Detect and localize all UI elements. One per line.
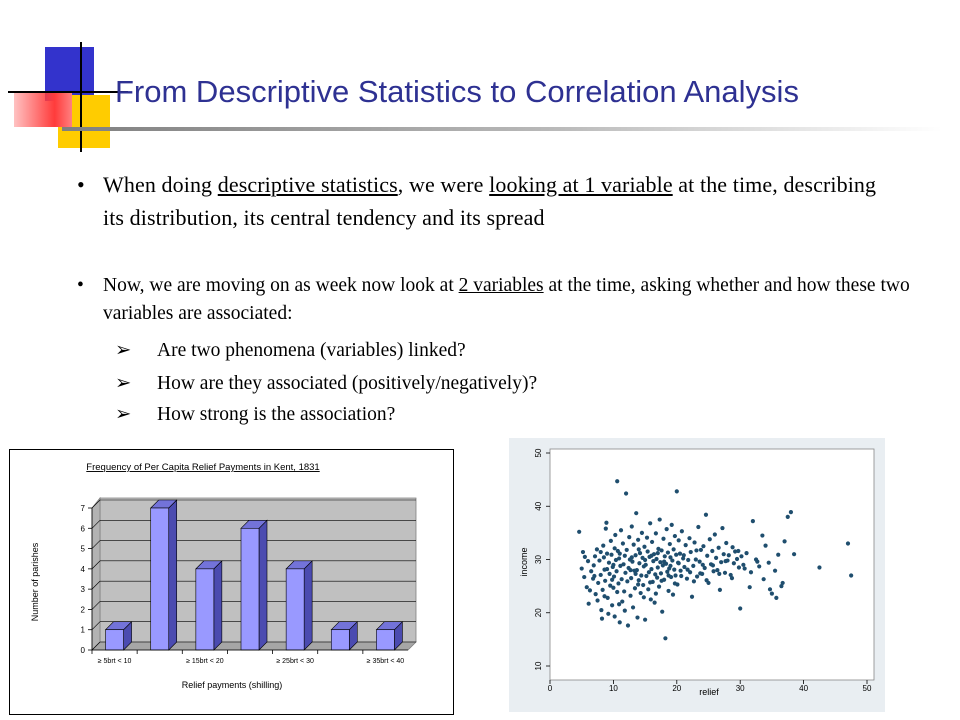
scatter-point — [694, 548, 698, 552]
scatter-point — [675, 489, 679, 493]
scatter-point — [701, 544, 705, 548]
scatter-point — [704, 513, 708, 517]
scatter-point — [792, 552, 796, 556]
bullet1-text-2: , we were — [397, 172, 490, 197]
scatter-point — [625, 548, 629, 552]
bullet1-underline-2: looking at 1 variable — [489, 172, 673, 197]
scatter-point — [597, 558, 601, 562]
histogram-bar — [376, 622, 402, 650]
scatter-point — [615, 590, 619, 594]
scatter-point — [588, 588, 592, 592]
scatter-point — [724, 541, 728, 545]
scatter-point — [786, 515, 790, 519]
scatter-point — [654, 557, 658, 561]
scatter-point — [744, 551, 748, 555]
scatter-point — [622, 589, 626, 593]
histogram-side-wall — [92, 498, 100, 650]
scatter-point — [663, 636, 667, 640]
scatter-point — [767, 561, 771, 565]
scatter-point — [743, 566, 747, 570]
histogram-x-ticks — [92, 650, 408, 665]
scatter-point — [602, 594, 606, 598]
scatter-point — [601, 544, 605, 548]
scatter-point — [711, 569, 715, 573]
scatter-point — [670, 523, 674, 527]
scatter-point — [657, 585, 661, 589]
scatter-point — [641, 583, 645, 587]
bullet-dot: • — [77, 172, 85, 197]
scatter-point — [661, 537, 665, 541]
scatter-point — [611, 586, 615, 590]
scatter-point — [605, 552, 609, 556]
scatter-point — [677, 561, 681, 565]
histogram-bar-side — [304, 561, 312, 650]
histogram-bar — [196, 561, 222, 650]
histogram-bar — [151, 500, 177, 650]
scatter-point — [630, 560, 634, 564]
scatter-point — [755, 560, 759, 564]
histogram-y-ticks — [81, 504, 92, 655]
scatter-point — [582, 575, 586, 579]
scatter-point — [774, 596, 778, 600]
scatter-point — [621, 541, 625, 545]
scatter-point — [692, 579, 696, 583]
histogram-y-tick-label: 3 — [80, 585, 85, 595]
scatter-point — [593, 554, 597, 558]
scatter-point — [735, 557, 739, 561]
scatter-point — [617, 602, 621, 606]
scatter-point — [644, 563, 648, 567]
scatter-point — [656, 565, 660, 569]
scatter-point — [607, 561, 611, 565]
subbullet-strength — [115, 402, 395, 426]
histogram-bar — [241, 520, 267, 650]
arrow-bullet-icon: ➢ — [115, 404, 132, 425]
scatter-point — [583, 555, 587, 559]
title-deco-vertical-line — [80, 42, 82, 152]
scatter-point — [674, 553, 678, 557]
scatter-point — [631, 605, 635, 609]
histogram-bar-front — [106, 630, 124, 650]
histogram-bar-front — [286, 569, 304, 650]
bullet-descriptive-statistics — [77, 168, 877, 234]
scatter-point — [738, 606, 742, 610]
scatter-point — [715, 568, 719, 572]
scatter-point — [621, 562, 625, 566]
bullet2-text-1: Now, we are moving on as week now look at — [103, 275, 459, 296]
scatter-point — [642, 545, 646, 549]
scatter-point — [686, 558, 690, 562]
scatter-point — [714, 556, 718, 560]
scatter-point — [628, 568, 632, 572]
scatter-point — [654, 531, 658, 535]
scatter-point — [737, 565, 741, 569]
scatter-point — [704, 578, 708, 582]
subbullet-text: How are they associated (positively/negatively)? — [157, 373, 538, 394]
scatter-point — [781, 581, 785, 585]
scatter-point — [643, 618, 647, 622]
scatter-point — [623, 609, 627, 613]
scatter-point — [604, 527, 608, 531]
scatter-point — [646, 587, 650, 591]
histogram-x-tick-label: ≥ 25brt < 30 — [276, 658, 314, 665]
scatter-point — [666, 550, 670, 554]
scatter-point — [592, 563, 596, 567]
histogram-bar — [331, 622, 357, 650]
scatter-point — [722, 552, 726, 556]
scatter-point — [630, 555, 634, 559]
scatter-point — [680, 529, 684, 533]
scatter-point — [640, 531, 644, 535]
scatter-point — [659, 548, 663, 552]
scatter-point — [689, 550, 693, 554]
scatter-chart — [509, 438, 885, 712]
scatter-point — [616, 581, 620, 585]
scatter-point — [708, 537, 712, 541]
scatter-point — [618, 620, 622, 624]
scatter-point — [684, 543, 688, 547]
subbullet-direction — [115, 371, 537, 395]
scatter-point — [656, 551, 660, 555]
scatter-point — [615, 479, 619, 483]
scatter-point — [768, 587, 772, 591]
scatter-point — [605, 567, 609, 571]
scatter-point — [751, 519, 755, 523]
scatter-point — [659, 579, 663, 583]
scatter-x-tick-label: 30 — [735, 684, 745, 693]
scatter-point — [639, 573, 643, 577]
histogram-y-tick-label: 4 — [80, 564, 85, 574]
scatter-point — [849, 573, 853, 577]
scatter-point — [611, 563, 615, 567]
bullet-dot: • — [77, 275, 84, 296]
scatter-point — [671, 593, 675, 597]
scatter-point — [586, 559, 590, 563]
scatter-point — [636, 582, 640, 586]
scatter-point — [741, 563, 745, 567]
scatter-point — [624, 491, 628, 495]
histogram-bar — [106, 622, 132, 650]
scatter-point — [601, 588, 605, 592]
scatter-point — [694, 557, 698, 561]
scatter-point — [577, 530, 581, 534]
scatter-point — [670, 558, 674, 562]
scatter-point — [635, 615, 639, 619]
scatter-y-tick-label: 30 — [534, 555, 543, 564]
scatter-point — [730, 545, 734, 549]
scatter-point — [673, 573, 677, 577]
histogram-y-tick-label: 1 — [80, 625, 85, 635]
bullet-text — [77, 272, 927, 328]
scatter-point — [648, 521, 652, 525]
scatter-point — [739, 554, 743, 558]
scatter-point — [643, 558, 647, 562]
scatter-point — [699, 548, 703, 552]
scatter-point — [713, 532, 717, 536]
scatter-point — [653, 601, 657, 605]
scatter-point — [620, 577, 624, 581]
scatter-point — [698, 571, 702, 575]
scatter-point — [773, 569, 777, 573]
histogram-chart-frame — [9, 449, 454, 715]
scatter-point — [655, 576, 659, 580]
bullet1-text-3: at the time, describing its distribution, its central tendency and its spread — [103, 172, 877, 230]
scatter-point — [610, 603, 614, 607]
scatter-point — [623, 554, 627, 558]
scatter-point — [599, 550, 603, 554]
scatter-point — [672, 568, 676, 572]
scatter-point — [645, 536, 649, 540]
scatter-point — [665, 527, 669, 531]
scatter-point — [748, 585, 752, 589]
scatter-point — [650, 540, 654, 544]
histogram-bar — [286, 561, 312, 650]
scatter-point — [666, 573, 670, 577]
scatter-point — [789, 510, 793, 514]
scatter-point — [592, 574, 596, 578]
scatter-y-axis-label: income — [519, 547, 529, 577]
scatter-point — [604, 521, 608, 525]
scatter-point — [619, 528, 623, 532]
scatter-point — [662, 560, 666, 564]
title-deco-horizontal-line — [8, 91, 128, 93]
scatter-point — [749, 570, 753, 574]
scatter-point — [602, 555, 606, 559]
scatter-point — [717, 572, 721, 576]
scatter-point — [617, 556, 621, 560]
scatter-point — [660, 610, 664, 614]
scatter-point — [685, 568, 689, 572]
histogram-x-tick-label: ≥ 35brt < 40 — [366, 658, 405, 665]
histogram-bar-side — [259, 520, 267, 650]
histogram-y-tick-label: 7 — [80, 504, 85, 513]
scatter-x-axis-label: relief — [699, 687, 719, 697]
scatter-point — [603, 579, 607, 583]
scatter-point — [606, 612, 610, 616]
scatter-point — [710, 549, 714, 553]
histogram-y-tick-label: 6 — [80, 524, 85, 534]
scatter-point — [599, 608, 603, 612]
scatter-point — [736, 549, 740, 553]
histogram-bar-side — [169, 500, 177, 650]
scatter-point — [782, 539, 786, 543]
scatter-point — [760, 533, 764, 537]
scatter-point — [594, 592, 598, 596]
scatter-point — [644, 574, 648, 578]
scatter-point — [623, 571, 627, 575]
histogram-chart — [10, 450, 453, 714]
histogram-bar-side — [214, 561, 222, 650]
scatter-point — [659, 571, 663, 575]
scatter-point — [634, 511, 638, 515]
scatter-point — [629, 576, 633, 580]
scatter-x-tick-label: 20 — [672, 684, 682, 693]
scatter-point — [633, 553, 637, 557]
subbullet-linked — [115, 338, 466, 362]
histogram-title: Frequency of Per Capita Relief Payments in Kent, 1831 — [86, 462, 320, 473]
scatter-point — [770, 591, 774, 595]
scatter-point — [618, 552, 622, 556]
scatter-y-tick-label: 10 — [534, 661, 543, 671]
histogram-bar-front — [376, 630, 394, 650]
scatter-point — [691, 564, 695, 568]
scatter-x-tick-label: 40 — [799, 684, 809, 693]
scatter-point — [776, 553, 780, 557]
scatter-point — [817, 565, 821, 569]
scatter-point — [628, 594, 632, 598]
scatter-point — [718, 588, 722, 592]
scatter-point — [732, 561, 736, 565]
scatter-point — [846, 541, 850, 545]
histogram-bar-front — [196, 569, 214, 650]
scatter-point — [625, 579, 629, 583]
subbullet-text: Are two phenomena (variables) linked? — [157, 340, 466, 361]
scatter-point — [757, 564, 761, 568]
scatter-point — [719, 560, 723, 564]
bullet2-underline-1: 2 variables — [458, 275, 544, 296]
scatter-y-tick-label: 40 — [534, 501, 543, 511]
scatter-point — [595, 598, 599, 602]
bullet1-text-1: When doing — [103, 172, 218, 197]
scatter-point — [762, 577, 766, 581]
scatter-point — [673, 581, 677, 585]
scatter-point — [720, 526, 724, 530]
scatter-point — [649, 597, 653, 601]
scatter-y-tick-label: 20 — [534, 608, 543, 618]
histogram-x-tick-label: ≥ 15brt < 20 — [186, 658, 224, 665]
scatter-x-tick-label: 0 — [547, 684, 553, 693]
scatter-point — [711, 563, 715, 567]
scatter-point — [685, 577, 689, 581]
scatter-point — [682, 553, 686, 557]
scatter-point — [613, 533, 617, 537]
scatter-point — [627, 535, 631, 539]
scatter-point — [677, 538, 681, 542]
scatter-point — [763, 544, 767, 548]
scatter-point — [679, 574, 683, 578]
scatter-point — [649, 567, 653, 571]
page-title: From Descriptive Statistics to Correlation Analysis — [115, 74, 799, 109]
scatter-point — [626, 623, 630, 627]
scatter-point — [595, 547, 599, 551]
bullet-two-variables — [77, 272, 927, 328]
scatter-point — [638, 551, 642, 555]
scatter-point — [727, 553, 731, 557]
scatter-point — [698, 560, 702, 564]
scatter-point — [673, 534, 677, 538]
scatter-point — [636, 538, 640, 542]
bullet-text — [77, 168, 877, 234]
scatter-point — [666, 589, 670, 593]
scatter-point — [678, 552, 682, 556]
scatter-point — [581, 550, 585, 554]
scatter-point — [639, 591, 643, 595]
scatter-point — [705, 554, 709, 558]
scatter-point — [692, 540, 696, 544]
scatter-point — [654, 591, 658, 595]
scatter-x-tick-label: 10 — [608, 684, 618, 693]
scatter-chart-frame — [509, 438, 885, 712]
scatter-point — [658, 517, 662, 521]
scatter-point — [701, 563, 705, 567]
histogram-x-tick-label: ≥ 5brt < 10 — [97, 658, 132, 665]
scatter-point — [613, 614, 617, 618]
title-underline-rule — [62, 127, 942, 131]
scatter-point — [663, 554, 667, 558]
scatter-point — [614, 569, 618, 573]
scatter-point — [609, 539, 613, 543]
scatter-point — [687, 536, 691, 540]
scatter-point — [679, 569, 683, 573]
scatter-point — [649, 554, 653, 558]
scatter-point — [589, 569, 593, 573]
histogram-x-axis-label: Relief payments (shilling) — [181, 680, 283, 690]
subbullet-text: How strong is the association? — [157, 404, 396, 425]
title-deco-red-square — [14, 92, 72, 127]
scatter-point — [648, 580, 652, 584]
scatter-point — [587, 602, 591, 606]
scatter-point — [610, 578, 614, 582]
scatter-point — [596, 581, 600, 585]
histogram-y-tick-label: 2 — [80, 605, 85, 615]
scatter-point — [730, 576, 734, 580]
scatter-point — [632, 542, 636, 546]
scatter-point — [585, 585, 589, 589]
scatter-point — [690, 595, 694, 599]
scatter-point — [695, 574, 699, 578]
scatter-point — [607, 572, 611, 576]
scatter-point — [723, 571, 727, 575]
arrow-bullet-icon: ➢ — [115, 373, 132, 394]
arrow-bullet-icon: ➢ — [115, 340, 132, 361]
scatter-point — [637, 578, 641, 582]
scatter-point — [717, 546, 721, 550]
scatter-point — [633, 572, 637, 576]
scatter-y-tick-label: 50 — [534, 448, 543, 458]
scatter-point — [724, 559, 728, 563]
scatter-point — [635, 568, 639, 572]
scatter-point — [599, 573, 603, 577]
histogram-y-axis-label: Number of parishes — [30, 542, 40, 622]
scatter-point — [637, 561, 641, 565]
bullet2-text-2: at the time, asking whether and how these two variables are associated: — [103, 275, 910, 324]
scatter-x-tick-label: 50 — [862, 684, 872, 693]
scatter-point — [642, 595, 646, 599]
scatter-point — [696, 525, 700, 529]
histogram-bar-front — [151, 508, 169, 650]
scatter-point — [672, 547, 676, 551]
histogram-y-tick-label: 0 — [80, 646, 85, 655]
scatter-point — [609, 553, 613, 557]
scatter-point — [580, 566, 584, 570]
histogram-bar-front — [331, 630, 349, 650]
histogram-y-tick-label: 5 — [80, 544, 85, 554]
scatter-point — [668, 542, 672, 546]
scatter-point — [633, 586, 637, 590]
scatter-point — [646, 549, 650, 553]
scatter-point — [668, 564, 672, 568]
scatter-point — [630, 524, 634, 528]
scatter-point — [637, 547, 641, 551]
bullet1-underline-1: descriptive statistics — [217, 172, 398, 197]
scatter-point — [600, 617, 604, 621]
histogram-bar-front — [241, 528, 259, 650]
